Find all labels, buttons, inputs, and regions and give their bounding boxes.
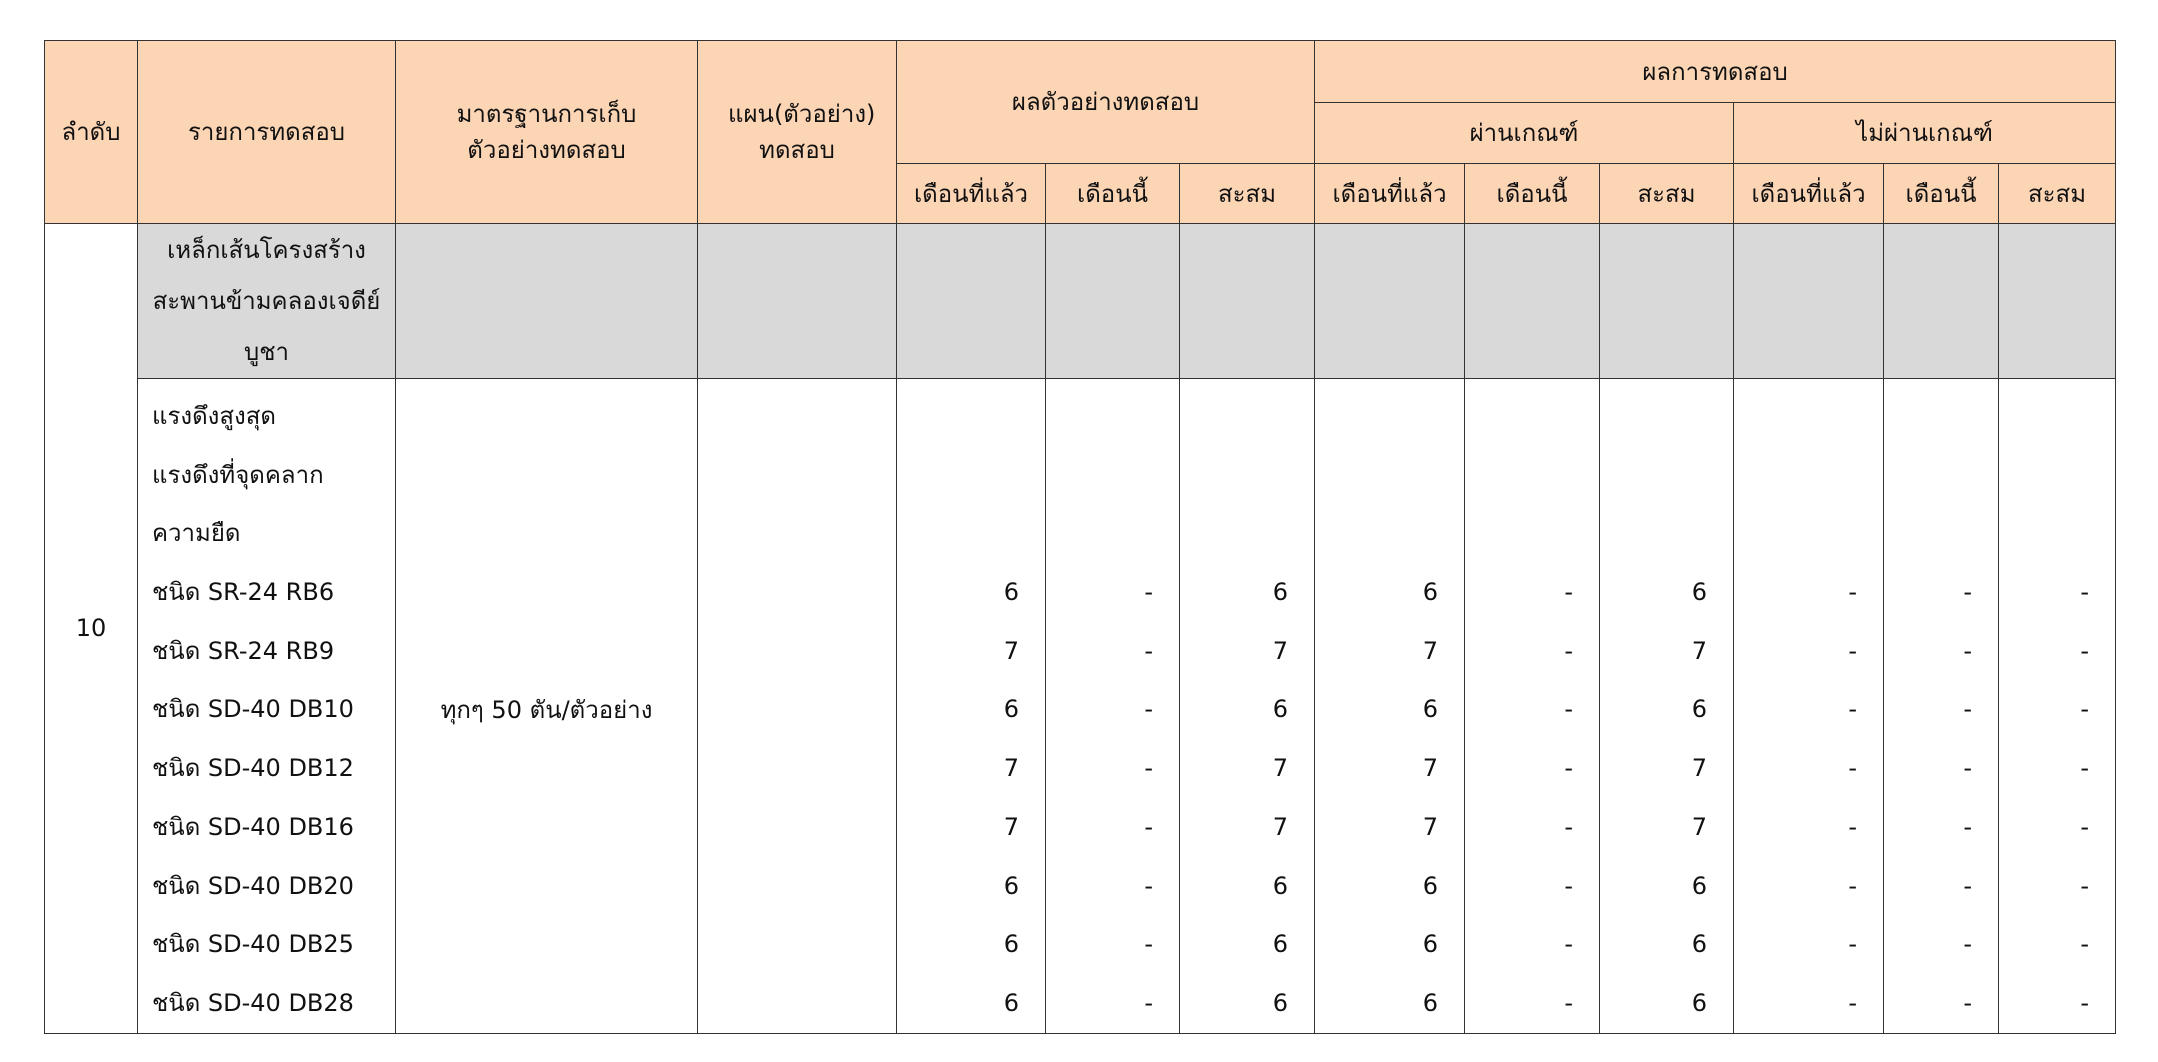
blank-line — [1884, 446, 1998, 505]
sample-value: 6 — [1272, 871, 1289, 900]
header-sample-this-month: เดือนนี้ — [1046, 164, 1180, 224]
pass-value: 6 — [1691, 578, 1708, 607]
group-title-row — [45, 224, 2116, 379]
sample-value: - — [1144, 871, 1153, 900]
header-sample-last-month: เดือนที่แล้ว — [897, 164, 1046, 224]
fail-value: - — [1848, 578, 1858, 607]
group-cell — [1734, 224, 1884, 379]
blank-line — [1884, 504, 1998, 563]
fail-value: - — [2080, 871, 2090, 900]
blank-line — [1315, 446, 1464, 505]
blank-line — [1465, 446, 1599, 505]
fail-value: - — [1848, 754, 1858, 783]
pass-value: 7 — [1422, 636, 1439, 665]
blank-line — [1734, 504, 1883, 563]
group-cell — [897, 224, 1046, 379]
pass-value: 6 — [1691, 988, 1708, 1017]
fail-value: - — [1963, 930, 1973, 959]
sample-value: 6 — [1272, 695, 1289, 724]
header-sampling-standard: มาตรฐานการเก็บตัวอย่างทดสอบ — [396, 41, 698, 224]
blank-line — [897, 446, 1045, 505]
fail-value: - — [1963, 871, 1973, 900]
sample-value: 6 — [1003, 930, 1019, 959]
sample-value: 7 — [1003, 636, 1019, 665]
group-seq — [45, 224, 138, 1034]
sample-value: 6 — [1272, 578, 1289, 607]
blank-line — [1884, 387, 1998, 446]
header-fail-cumulative: สะสม — [1999, 164, 2116, 224]
pass-value: 7 — [1422, 812, 1439, 841]
sample-value: - — [1144, 636, 1153, 665]
blank-line — [1046, 446, 1179, 505]
group-cell — [1884, 224, 1999, 379]
blank-line — [1999, 504, 2115, 563]
sample-cumulative-column — [1180, 379, 1315, 1034]
sampling-standard-value: ทุกๆ 50 ตัน/ตัวอย่าง — [440, 695, 653, 724]
group-cell — [1315, 224, 1465, 379]
header-fail: ไม่ผ่านเกณฑ์ — [1734, 103, 2116, 164]
group-name — [138, 224, 396, 379]
fail-value: - — [1848, 871, 1858, 900]
sample-value: 6 — [1272, 930, 1289, 959]
sample-value: 7 — [1003, 754, 1019, 783]
fail-value: - — [2080, 930, 2090, 959]
blank-line — [1600, 446, 1733, 505]
pass-value: 6 — [1422, 930, 1439, 959]
fail-cumulative-column — [1999, 379, 2116, 1034]
group-cell — [1046, 224, 1180, 379]
pass-value: 6 — [1422, 871, 1439, 900]
pass-value: - — [1564, 695, 1574, 724]
fail-value: - — [2080, 695, 2090, 724]
header-pass-this-month: เดือนนี้ — [1465, 164, 1600, 224]
fail-value: - — [1848, 695, 1858, 724]
pass-value: - — [1564, 812, 1574, 841]
group-name-line: บูชา — [244, 337, 289, 366]
steel-type-label: ชนิด SD-40 DB10 — [152, 695, 354, 724]
header-sample-cumulative: สะสม — [1180, 164, 1315, 224]
fail-value: - — [2080, 988, 2090, 1017]
blank-line — [1315, 387, 1464, 446]
pass-value: 6 — [1691, 930, 1708, 959]
steel-type-label: ชนิด SD-40 DB12 — [152, 754, 354, 783]
fail-value: - — [2080, 812, 2090, 841]
fail-value: - — [1848, 812, 1858, 841]
sample-this-month-column — [1046, 379, 1180, 1034]
header-seq: ลำดับ — [45, 41, 138, 224]
sample-value: 6 — [1272, 988, 1289, 1017]
pass-value: 6 — [1422, 695, 1439, 724]
sample-value: 6 — [1003, 988, 1019, 1017]
property-label: แรงดึงสูงสุด — [152, 402, 276, 430]
test-results-table — [44, 40, 2116, 1034]
fail-this-month-column — [1884, 379, 1999, 1034]
steel-type-label: ชนิด SR-24 RB6 — [152, 578, 335, 607]
table-body — [45, 224, 2116, 1034]
sample-value: 6 — [1003, 695, 1019, 724]
fail-value: - — [1848, 930, 1858, 959]
blank-line — [1465, 504, 1599, 563]
steel-type-label: ชนิด SD-40 DB28 — [152, 988, 354, 1017]
steel-type-label: ชนิด SD-40 DB16 — [152, 812, 354, 841]
blank-line — [1046, 387, 1179, 446]
table-header — [45, 41, 2116, 224]
pass-cumulative-column — [1600, 379, 1734, 1034]
sample-value: 6 — [1003, 578, 1019, 607]
steel-type-label: ชนิด SR-24 RB9 — [152, 636, 335, 665]
pass-value: - — [1564, 636, 1574, 665]
blank-line — [1465, 387, 1599, 446]
blank-line — [1180, 504, 1314, 563]
fail-value: - — [1848, 636, 1858, 665]
group-cell — [698, 224, 897, 379]
sample-value: 6 — [1003, 871, 1019, 900]
sample-value: - — [1144, 754, 1153, 783]
fail-value: - — [1848, 988, 1858, 1017]
sample-value: - — [1144, 695, 1153, 724]
pass-value: 6 — [1422, 578, 1439, 607]
fail-value: - — [1963, 812, 1973, 841]
pass-last-month-column — [1315, 379, 1465, 1034]
group-cell — [1999, 224, 2116, 379]
header-pass-cumulative: สะสม — [1600, 164, 1734, 224]
pass-value: 7 — [1691, 754, 1708, 783]
header-fail-last-month: เดือนที่แล้ว — [1734, 164, 1884, 224]
steel-type-label: ชนิด SD-40 DB25 — [152, 930, 354, 959]
fail-value: - — [1963, 636, 1973, 665]
blank-line — [1180, 387, 1314, 446]
blank-line — [897, 504, 1045, 563]
steel-type-label: ชนิด SD-40 DB20 — [152, 871, 354, 900]
group-cell — [1465, 224, 1600, 379]
property-label: ความยืด — [152, 519, 241, 548]
fail-value: - — [1963, 578, 1973, 607]
pass-value: - — [1564, 930, 1574, 959]
blank-line — [1600, 387, 1733, 446]
pass-value: 6 — [1691, 871, 1708, 900]
header-pass-last-month: เดือนที่แล้ว — [1315, 164, 1465, 224]
sample-value: - — [1144, 812, 1153, 841]
group-name-line: สะพานข้ามคลองเจดีย์ — [152, 286, 381, 315]
header-pass: ผ่านเกณฑ์ — [1315, 103, 1734, 164]
fail-value: - — [2080, 636, 2090, 665]
blank-line — [1999, 387, 2115, 446]
header-sample-results: ผลตัวอย่างทดสอบ — [897, 41, 1315, 164]
sample-value: 7 — [1003, 812, 1019, 841]
group-cell — [1180, 224, 1315, 379]
sample-value: 7 — [1272, 812, 1289, 841]
pass-value: 7 — [1691, 636, 1708, 665]
pass-value: 6 — [1422, 988, 1439, 1017]
header-plan: แผน(ตัวอย่าง) ทดสอบ — [698, 41, 897, 224]
pass-this-month-column — [1465, 379, 1600, 1034]
pass-value: - — [1564, 871, 1574, 900]
fail-last-month-column — [1734, 379, 1884, 1034]
pass-value: - — [1564, 754, 1574, 783]
fail-value: - — [2080, 754, 2090, 783]
pass-value: - — [1564, 988, 1574, 1017]
blank-line — [1046, 504, 1179, 563]
group-name-line: เหล็กเส้นโครงสร้าง — [167, 235, 366, 264]
fail-value: - — [2080, 578, 2090, 607]
plan-column — [698, 379, 897, 1034]
test-item-column — [138, 379, 396, 1034]
property-label: แรงดึงที่จุดคลาก — [152, 460, 324, 489]
fail-value: - — [1963, 695, 1973, 724]
pass-value: 6 — [1691, 695, 1708, 724]
sample-value: - — [1144, 930, 1153, 959]
sample-value: - — [1144, 988, 1153, 1017]
sampling-standard-column — [396, 379, 698, 1034]
group-detail-row — [45, 379, 2116, 1034]
blank-line — [1600, 504, 1733, 563]
group-cell — [1600, 224, 1734, 379]
blank-line — [1315, 504, 1464, 563]
blank-line — [1999, 446, 2115, 505]
header-test-results: ผลการทดสอบ — [1315, 41, 2116, 103]
fail-value: - — [1963, 754, 1973, 783]
sample-value: 7 — [1272, 636, 1289, 665]
header-test-item: รายการทดสอบ — [138, 41, 396, 224]
header-fail-this-month: เดือนนี้ — [1884, 164, 1999, 224]
blank-line — [1734, 387, 1883, 446]
blank-line — [897, 387, 1045, 446]
pass-value: - — [1564, 578, 1574, 607]
sample-value: 7 — [1272, 754, 1289, 783]
fail-value: - — [1963, 988, 1973, 1017]
sample-value: - — [1144, 578, 1153, 607]
sample-last-month-column — [897, 379, 1046, 1034]
blank-line — [1180, 446, 1314, 505]
pass-value: 7 — [1691, 812, 1708, 841]
group-cell — [396, 224, 698, 379]
blank-line — [1734, 446, 1883, 505]
pass-value: 7 — [1422, 754, 1439, 783]
group-seq-value: 10 — [75, 614, 107, 643]
